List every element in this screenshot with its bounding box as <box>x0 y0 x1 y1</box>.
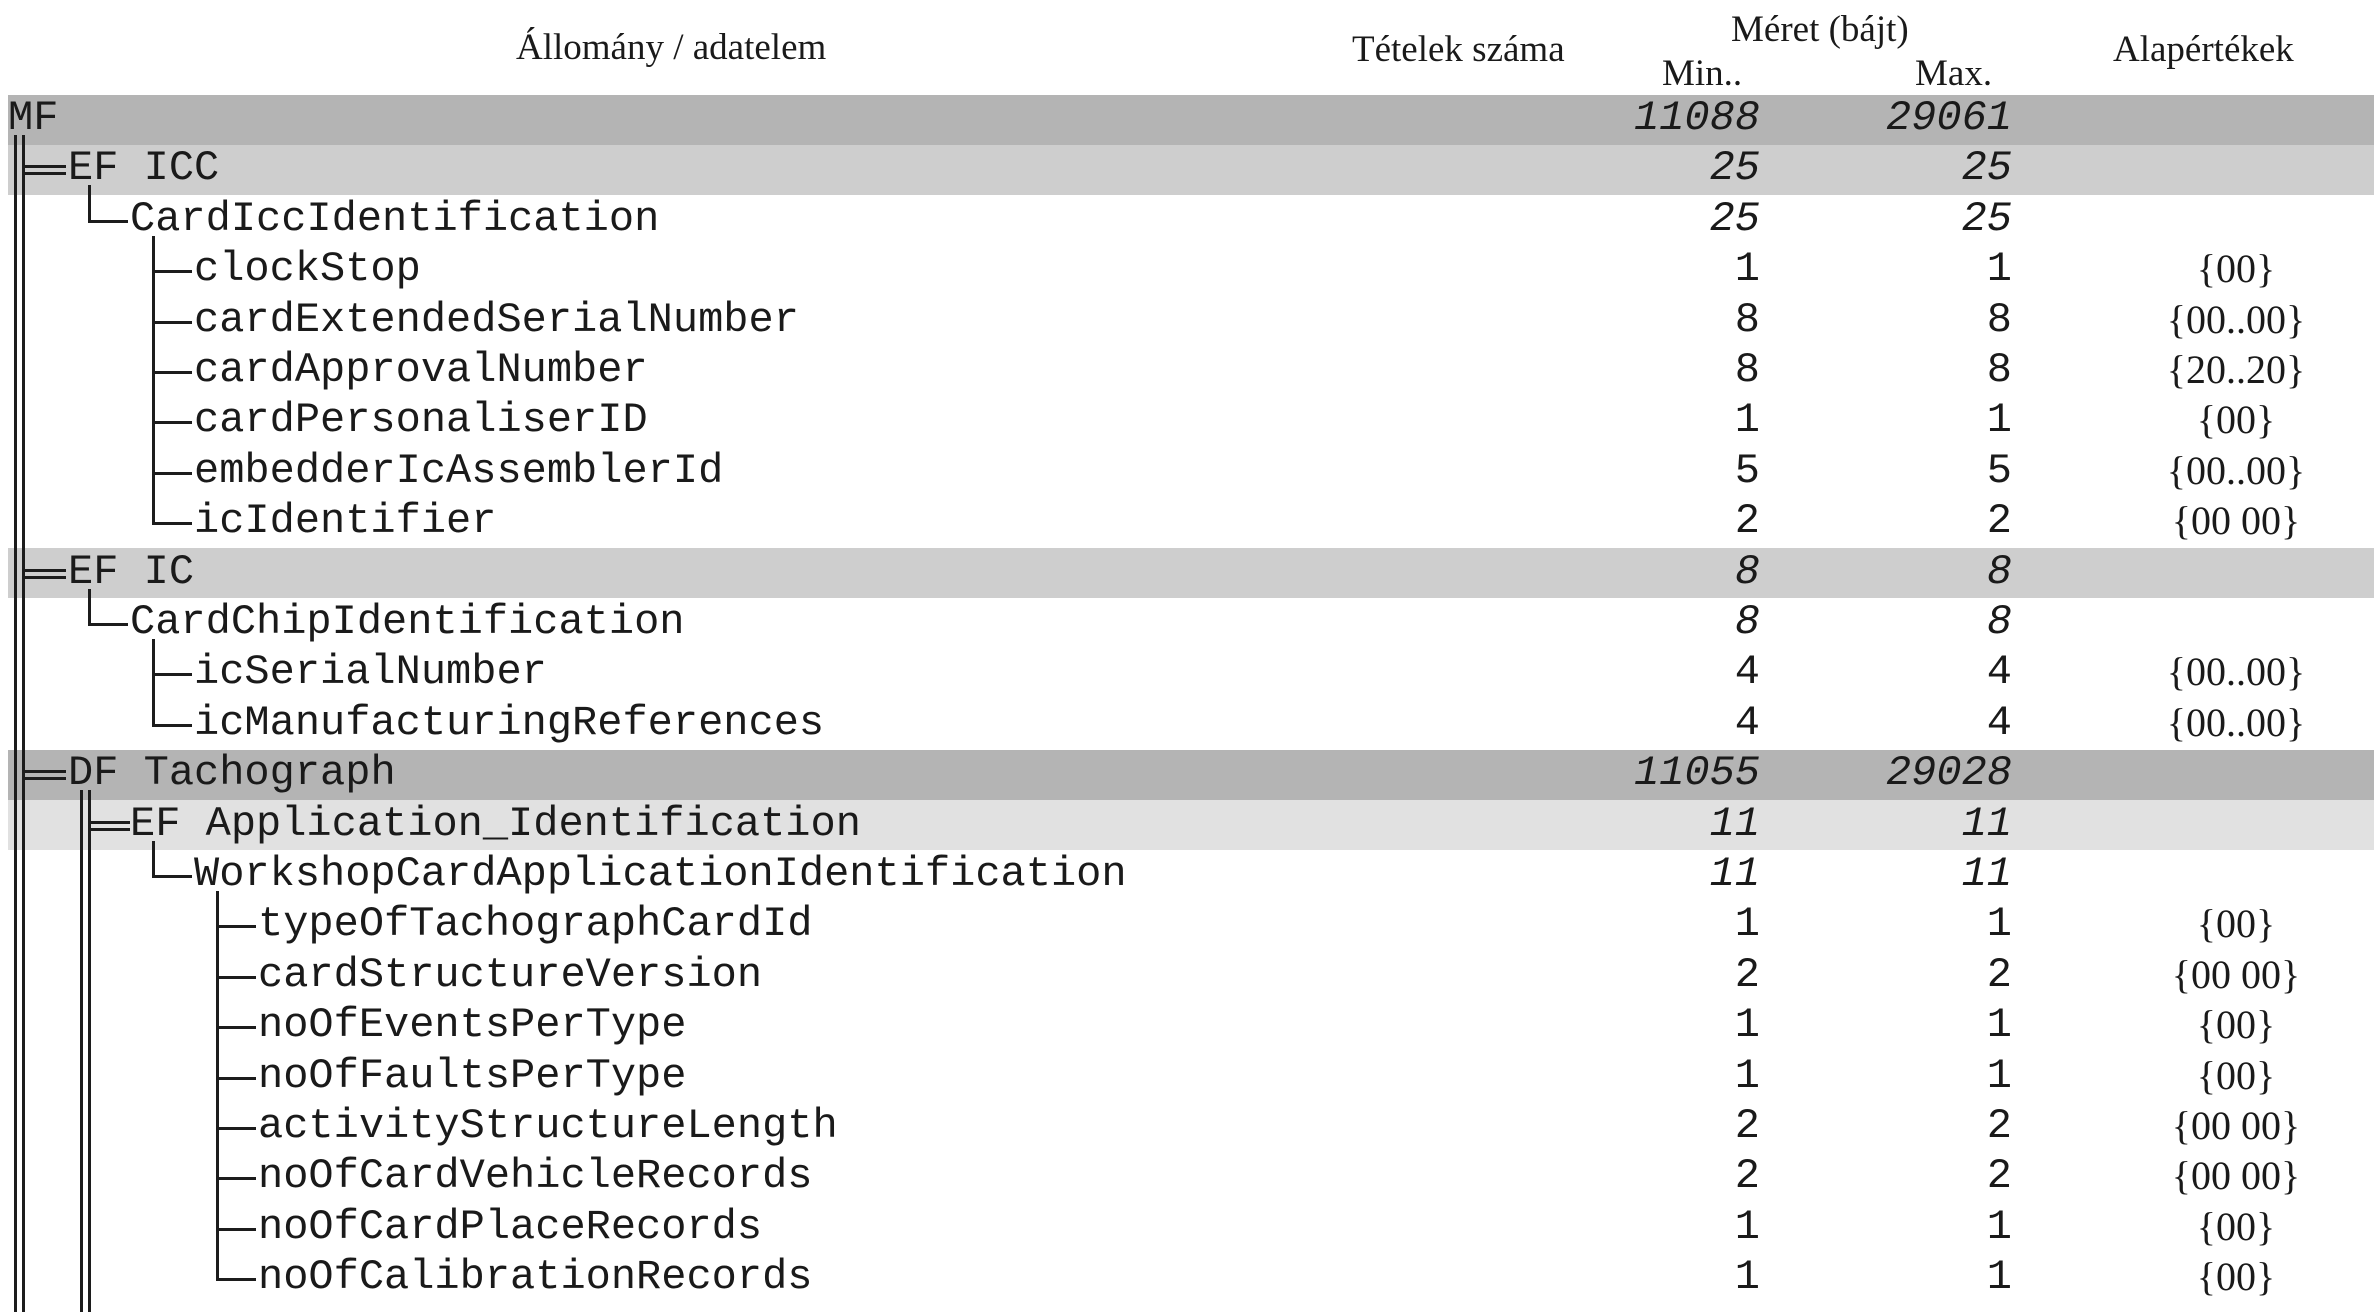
tree-horizontal-line <box>216 1077 256 1080</box>
row-default: {00 00} <box>2171 1153 2301 1199</box>
row-max: 29061 <box>1885 94 2012 142</box>
row-min: 1 <box>1734 1001 1760 1050</box>
tree-horizontal-line <box>88 828 130 831</box>
row-label: CardChipIdentification <box>130 598 685 646</box>
tree-horizontal-line <box>152 875 192 878</box>
row-default: {00 00} <box>2171 951 2301 997</box>
tree-vertical-line <box>152 236 155 522</box>
row-min: 11055 <box>1633 749 1760 798</box>
tree-horizontal-line <box>88 220 128 223</box>
row-max: 2 <box>1986 950 2012 999</box>
row-default: {00} <box>2196 1203 2276 1249</box>
row-max: 8 <box>1986 346 2012 394</box>
tree-horizontal-line <box>152 421 192 424</box>
row-min: 1 <box>1734 1253 1760 1302</box>
tree-horizontal-line <box>22 165 66 168</box>
header-count: Tételek száma <box>1352 29 1565 70</box>
row-max: 1 <box>1986 1253 2012 1302</box>
row-max: 8 <box>1986 547 2012 596</box>
tree-horizontal-line <box>152 371 192 374</box>
row-min: 1 <box>1734 1051 1760 1100</box>
row-label: clockStop <box>194 245 421 294</box>
row-max: 5 <box>1986 446 2012 495</box>
row-label: noOfFaultsPerType <box>258 1051 687 1100</box>
tree-horizontal-line <box>152 673 192 676</box>
row-label: noOfCardVehicleRecords <box>258 1152 813 1201</box>
row-min: 2 <box>1734 1102 1760 1150</box>
tree-horizontal-line <box>152 270 192 273</box>
row-default: {00 00} <box>2171 498 2301 544</box>
row-default: {00} <box>2196 397 2276 443</box>
row-max: 1 <box>1986 1051 2012 1100</box>
row-max: 1 <box>1986 1202 2012 1251</box>
tree-horizontal-line <box>88 623 128 626</box>
row-label: noOfEventsPerType <box>258 1001 687 1050</box>
row-label: EF Application_Identification <box>130 799 861 848</box>
tree-horizontal-line <box>22 576 66 579</box>
row-min: 5 <box>1734 446 1760 495</box>
row-max: 29028 <box>1885 749 2012 798</box>
tree-vertical-line <box>14 135 17 1312</box>
tree-horizontal-line <box>152 522 192 525</box>
row-max: 8 <box>1986 598 2012 646</box>
row-max: 2 <box>1986 1102 2012 1150</box>
row-min: 2 <box>1734 950 1760 999</box>
row-min: 4 <box>1734 698 1760 747</box>
row-label: CardIccIdentification <box>130 194 660 243</box>
row-max: 4 <box>1986 648 2012 697</box>
row-label: typeOfTachographCardId <box>258 900 813 949</box>
row-default: {00} <box>2196 1002 2276 1048</box>
row-default: {00..00} <box>2166 649 2306 695</box>
row-label: cardApprovalNumber <box>194 346 648 394</box>
tree-horizontal-line <box>152 724 192 727</box>
tree-horizontal-line <box>216 1278 256 1281</box>
row-min: 25 <box>1709 194 1760 243</box>
row-label: DF Tachograph <box>68 749 396 798</box>
tree-vertical-line <box>216 891 219 1278</box>
row-min: 11088 <box>1633 94 1760 142</box>
row-max: 2 <box>1986 1152 2012 1201</box>
row-min: 8 <box>1734 547 1760 596</box>
row-default: {00..00} <box>2166 296 2306 342</box>
row-min: 11 <box>1709 850 1760 898</box>
row-max: 11 <box>1961 850 2012 898</box>
tree-horizontal-line <box>216 1127 256 1130</box>
row-default: {20..20} <box>2166 347 2306 392</box>
tree-horizontal-line <box>88 821 130 824</box>
row-default: {00} <box>2196 246 2276 292</box>
row-min: 4 <box>1734 648 1760 697</box>
row-label: icSerialNumber <box>194 648 547 697</box>
row-min: 1 <box>1734 396 1760 445</box>
row-min: 1 <box>1734 900 1760 949</box>
header-min: Min.. <box>1662 53 1743 94</box>
tree-horizontal-line <box>22 172 66 175</box>
tree-vertical-line <box>80 790 83 1312</box>
row-band-ef-ic <box>8 548 2374 598</box>
row-min: 11 <box>1709 799 1760 848</box>
row-min: 1 <box>1734 1202 1760 1251</box>
row-min: 8 <box>1734 598 1760 646</box>
row-label: icManufacturingReferences <box>194 698 825 747</box>
tree-horizontal-line <box>22 777 66 780</box>
row-max: 2 <box>1986 497 2012 546</box>
row-label: EF ICC <box>68 144 220 193</box>
tree-horizontal-line <box>22 770 66 773</box>
row-label: WorkshopCardApplicationIdentification <box>194 850 1127 898</box>
row-label: icIdentifier <box>194 497 497 546</box>
header-file-item: Állomány / adatelem <box>516 27 827 68</box>
row-default: {00} <box>2196 1254 2276 1300</box>
tree-vertical-line <box>22 135 25 1312</box>
row-default: {00..00} <box>2166 699 2306 745</box>
row-max: 1 <box>1986 1001 2012 1050</box>
tree-horizontal-line <box>216 1026 256 1029</box>
row-max: 1 <box>1986 900 2012 949</box>
tree-horizontal-line <box>216 1228 256 1231</box>
row-default: {00} <box>2196 901 2276 947</box>
row-label: noOfCardPlaceRecords <box>258 1202 763 1251</box>
row-label: cardPersonaliserID <box>194 396 648 445</box>
row-max: 11 <box>1961 799 2012 848</box>
row-default: {00} <box>2196 1052 2276 1098</box>
row-band-mf <box>8 95 2374 145</box>
row-min: 25 <box>1709 144 1760 193</box>
header-defaults: Alapértékek <box>2113 29 2294 70</box>
row-label: EF IC <box>68 547 195 596</box>
row-max: 1 <box>1986 245 2012 294</box>
tree-horizontal-line <box>22 569 66 572</box>
row-default: {00 00} <box>2171 1103 2301 1148</box>
tree-vertical-line <box>152 639 155 724</box>
row-min: 2 <box>1734 1152 1760 1201</box>
header-max: Max. <box>1915 53 1993 94</box>
tree-horizontal-line <box>152 472 192 475</box>
row-label: MF <box>8 94 59 142</box>
row-label: noOfCalibrationRecords <box>258 1253 813 1302</box>
tree-vertical-line <box>88 790 91 1312</box>
row-min: 2 <box>1734 497 1760 546</box>
tree-horizontal-line <box>216 976 256 979</box>
row-default: {00..00} <box>2166 447 2306 493</box>
row-max: 25 <box>1961 144 2012 193</box>
row-max: 8 <box>1986 295 2012 344</box>
row-label: cardExtendedSerialNumber <box>194 295 799 344</box>
row-min: 8 <box>1734 346 1760 394</box>
row-min: 8 <box>1734 295 1760 344</box>
row-label: cardStructureVersion <box>258 950 763 999</box>
row-label: embedderIcAssemblerId <box>194 446 724 495</box>
tree-horizontal-line <box>216 925 256 928</box>
row-max: 1 <box>1986 396 2012 445</box>
tree-horizontal-line <box>152 321 192 324</box>
tree-horizontal-line <box>216 1177 256 1180</box>
row-band-ef-icc <box>8 145 2374 195</box>
header-size: Méret (bájt) <box>1731 9 1909 50</box>
row-min: 1 <box>1734 245 1760 294</box>
row-max: 25 <box>1961 194 2012 243</box>
row-max: 4 <box>1986 698 2012 747</box>
row-label: activityStructureLength <box>258 1102 838 1150</box>
